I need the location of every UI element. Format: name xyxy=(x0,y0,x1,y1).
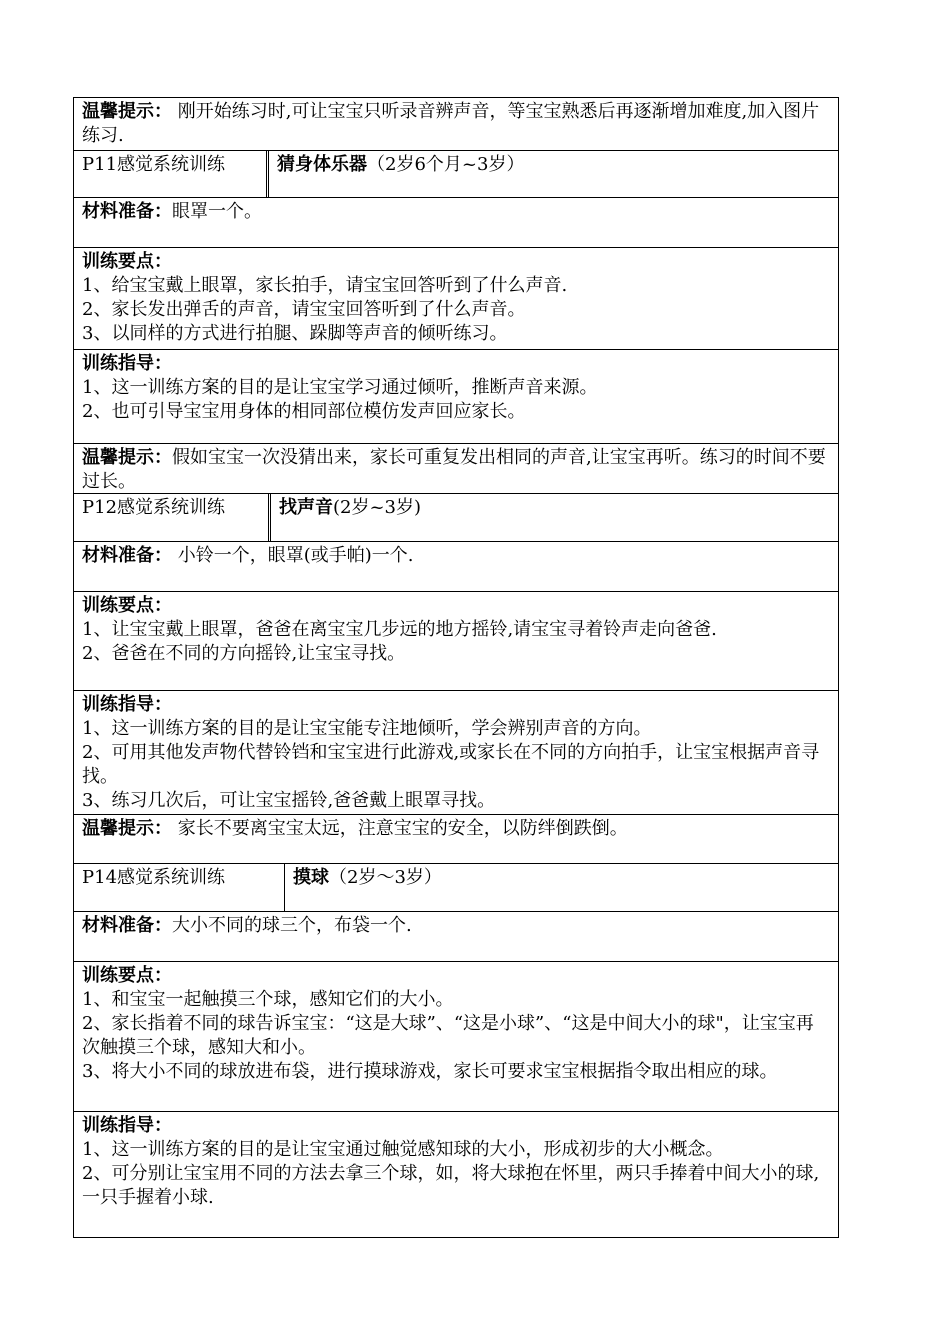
list-item: 2、爸爸在不同的方向摇铃,让宝宝寻找。 xyxy=(82,643,406,664)
intro-tip-label: 温馨提示： xyxy=(82,101,172,122)
section-title: 摸球（2岁～3岁） xyxy=(293,867,442,888)
section-header-p11 xyxy=(73,151,839,198)
guide-label: 训练指导： xyxy=(82,1115,172,1136)
points-label: 训练要点： xyxy=(82,595,172,616)
tip-label: 温馨提示： xyxy=(82,447,172,468)
list-item: 3、将大小不同的球放进布袋，进行摸球游戏，家长可要求宝宝根据指令取出相应的球。 xyxy=(82,1061,778,1082)
tip-label: 温馨提示： xyxy=(82,818,172,839)
intro-tip-row xyxy=(73,97,839,151)
tip-row-p12 xyxy=(73,815,839,864)
list-item: 1、这一训练方案的目的是让宝宝通过触觉感知球的大小，形成初步的大小概念。 xyxy=(82,1139,724,1160)
guide-row-p12 xyxy=(73,691,839,815)
materials-row-p14 xyxy=(73,912,839,962)
list-item: 2、可用其他发声物代替铃铛和宝宝进行此游戏,或家长在不同的方向拍手，让宝宝根据声音寻找。 xyxy=(82,742,820,787)
section-header-p14 xyxy=(73,864,839,912)
points-label: 训练要点： xyxy=(82,965,172,986)
guide-label: 训练指导： xyxy=(82,353,172,374)
list-item: 2、家长指着不同的球告诉宝宝：“这是大球”、“这是小球”、“这是中间大小的球"，让宝宝再次触摸三个球，感知大和小。 xyxy=(82,1013,814,1058)
list-item: 3、练习几次后，可让宝宝摇铃,爸爸戴上眼罩寻找。 xyxy=(82,790,496,811)
document-table xyxy=(73,97,839,1238)
materials-label: 材料准备： xyxy=(82,545,172,566)
list-item: 2、可分别让宝宝用不同的方法去拿三个球，如，将大球抱在怀里，两只手捧着中间大小的球,一只手握着小球. xyxy=(82,1163,820,1208)
points-label: 训练要点： xyxy=(82,251,172,272)
materials-text: 大小不同的球三个，布袋一个. xyxy=(172,915,412,936)
list-item: 1、这一训练方案的目的是让宝宝学习通过倾听，推断声音来源。 xyxy=(82,377,598,398)
list-item: 2、也可引导宝宝用身体的相同部位模仿发声回应家长。 xyxy=(82,401,526,422)
materials-label: 材料准备： xyxy=(82,201,172,222)
section-code: P11感觉系统训练 xyxy=(74,151,269,197)
points-row-p11 xyxy=(73,248,839,350)
guide-row-p14 xyxy=(73,1112,839,1238)
tip-text: 假如宝宝一次没猜出来，家长可重复发出相同的声音,让宝宝再听。练习的时间不要过长。 xyxy=(82,447,826,492)
points-row-p12 xyxy=(73,592,839,691)
list-item: 3、以同样的方式进行拍腿、跺脚等声音的倾听练习。 xyxy=(82,323,508,344)
tip-text: 家长不要离宝宝太远，注意宝宝的安全，以防绊倒跌倒。 xyxy=(172,818,628,839)
points-row-p14 xyxy=(73,962,839,1112)
guide-label: 训练指导： xyxy=(82,694,172,715)
section-code: P14感觉系统训练 xyxy=(74,864,285,911)
intro-tip-text: 刚开始练习时,可让宝宝只听录音辨声音，等宝宝熟悉后再逐渐增加难度,加入图片练习. xyxy=(82,101,820,146)
materials-text: 小铃一个，眼罩(或手帕)一个. xyxy=(172,545,414,566)
materials-label: 材料准备： xyxy=(82,915,172,936)
materials-text: 眼罩一个。 xyxy=(172,201,262,222)
section-title: 猜身体乐器（2岁6个月~3岁） xyxy=(277,154,525,175)
list-item: 2、家长发出弹舌的声音，请宝宝回答听到了什么声音。 xyxy=(82,299,526,320)
list-item: 1、让宝宝戴上眼罩，爸爸在离宝宝几步远的地方摇铃,请宝宝寻着铃声走向爸爸. xyxy=(82,619,717,640)
materials-row-p12 xyxy=(73,542,839,592)
section-title: 找声音(2岁~3岁) xyxy=(279,497,422,518)
list-item: 1、这一训练方案的目的是让宝宝能专注地倾听，学会辨别声音的方向。 xyxy=(82,718,652,739)
list-item: 1、和宝宝一起触摸三个球，感知它们的大小。 xyxy=(82,989,454,1010)
guide-row-p11 xyxy=(73,350,839,444)
materials-row-p11 xyxy=(73,198,839,248)
section-header-p12 xyxy=(73,494,839,542)
section-code: P12感觉系统训练 xyxy=(74,494,271,541)
list-item: 1、给宝宝戴上眼罩，家长拍手，请宝宝回答听到了什么声音. xyxy=(82,275,568,296)
tip-row-p11 xyxy=(73,444,839,494)
